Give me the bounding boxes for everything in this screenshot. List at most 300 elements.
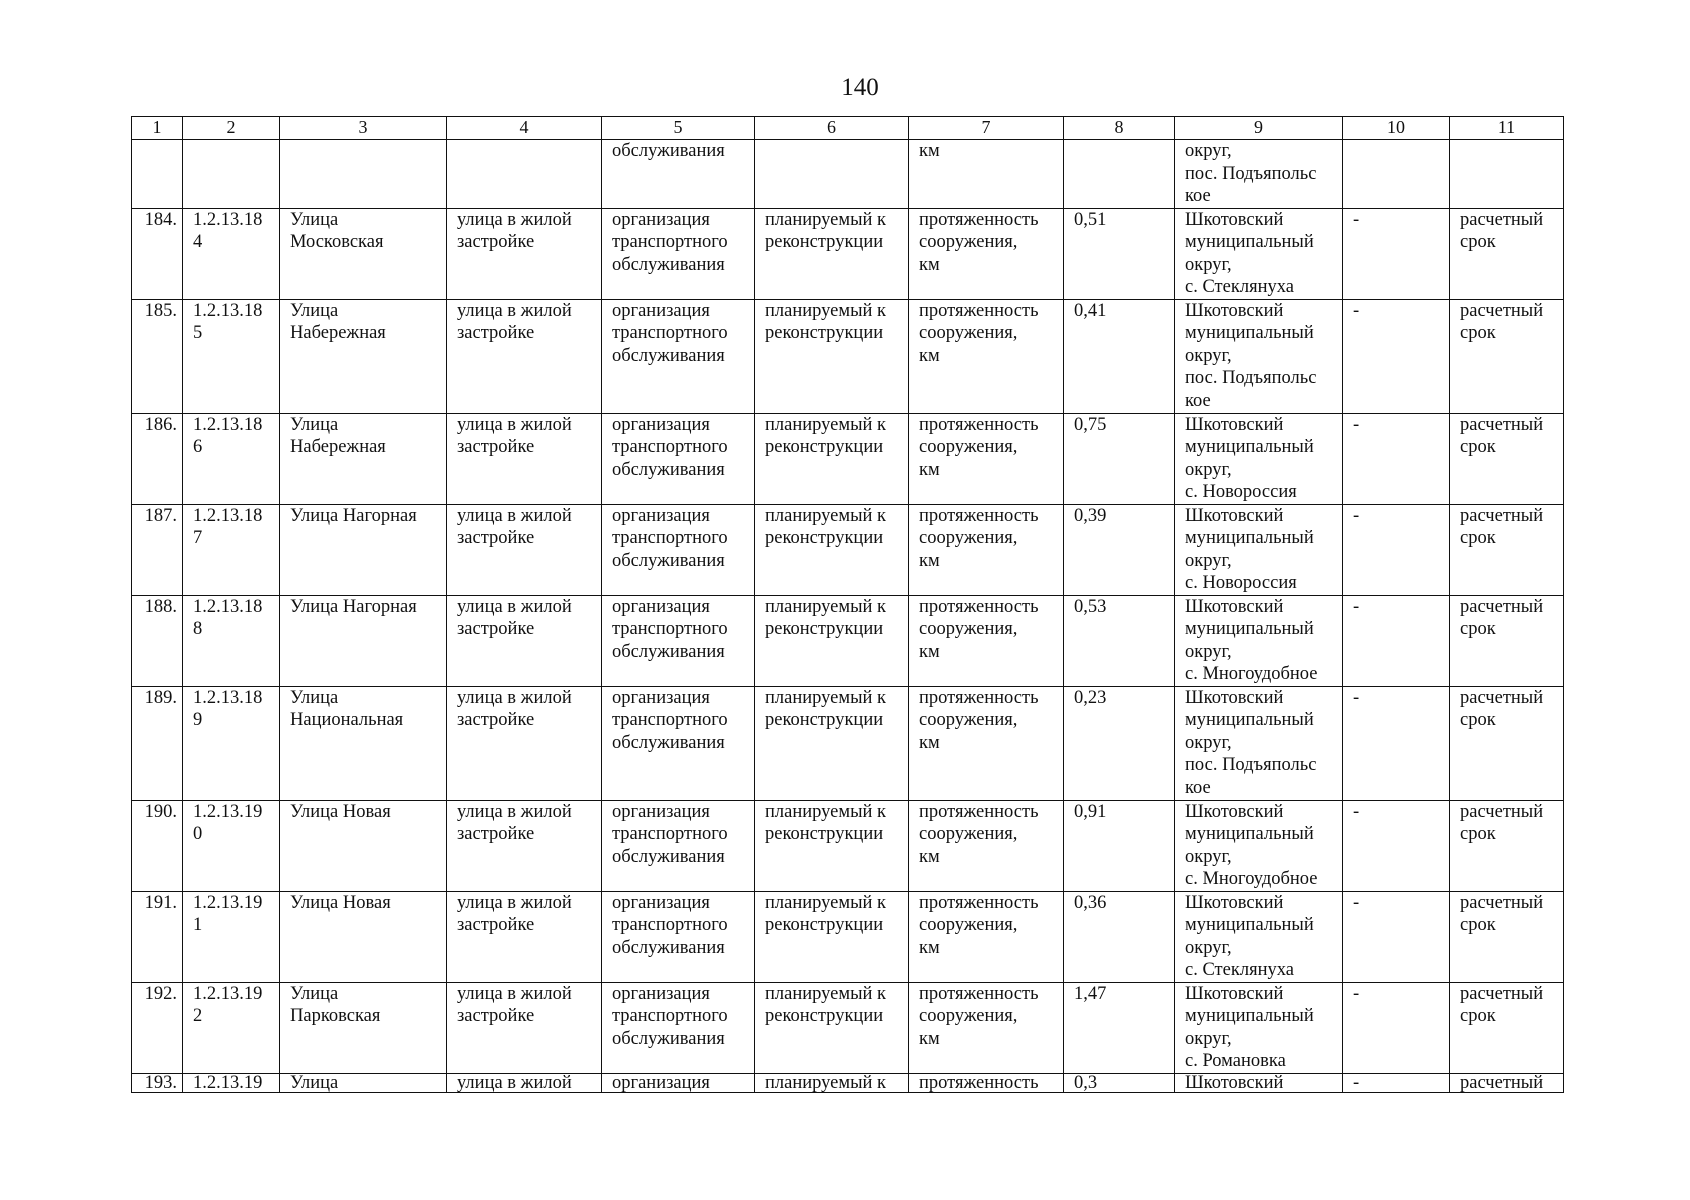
cell-line: обслуживания (612, 846, 725, 867)
cell-line: улица в жилой (457, 801, 572, 822)
cell-line: Набережная (290, 323, 386, 343)
cell-line: протяженность (919, 505, 1039, 526)
cell-line: организация (612, 801, 710, 822)
cell-line: муниципальный (1185, 323, 1314, 343)
cell-term (1450, 982, 1564, 1073)
cell-num: 190. (132, 800, 183, 891)
cell-line: обслуживания (612, 459, 725, 480)
cell-value: 0,91 (1064, 800, 1175, 891)
cell-line: муниципальный (1185, 528, 1314, 548)
cell-zone: - (1343, 800, 1450, 891)
cell-location (1175, 504, 1343, 595)
cell-line: км (919, 459, 940, 480)
cell-characteristic (909, 595, 1064, 686)
cell-line: улица в жилой (457, 687, 572, 708)
cell-line: округ, (1185, 550, 1232, 571)
cell-line: расчетный (1460, 209, 1544, 230)
cell-line: Шкотовский (1185, 687, 1284, 708)
cell-line: протяженность (919, 209, 1039, 230)
cell-characteristic (909, 413, 1064, 504)
cell-line: транспортного (612, 1006, 728, 1026)
cell-line: срок (1460, 710, 1496, 730)
cell-line: планируемый к (765, 892, 887, 913)
continuation-row (132, 140, 1564, 209)
cell-name (280, 686, 447, 800)
cell-characteristic (909, 299, 1064, 413)
cell-line: км (919, 846, 940, 867)
cell-line: округ, (1185, 1028, 1232, 1049)
cell-line: застройке (457, 710, 535, 730)
cell-line: 1.2.13.19 (193, 801, 263, 822)
cell-location (1175, 686, 1343, 800)
cell-line: 9 (193, 710, 203, 730)
cell-code (183, 800, 280, 891)
cell-line: сооружения, (919, 824, 1018, 844)
cell-line: муниципальный (1185, 437, 1314, 457)
cell-zone: - (1343, 1073, 1450, 1092)
cell-line: пос. Подъяпольс (1185, 755, 1317, 775)
cell-line: Шкотовский (1185, 300, 1284, 321)
cell-num: 184. (132, 208, 183, 299)
cell-type (447, 686, 602, 800)
cell-line: км (919, 345, 940, 366)
column-header-11: 11 (1450, 117, 1564, 140)
cell-line: Парковская (290, 1006, 381, 1026)
cell-value: 0,23 (1064, 686, 1175, 800)
cell-line: реконструкции (765, 710, 884, 730)
cell-line: застройке (457, 824, 535, 844)
cell-location (1175, 208, 1343, 299)
cell-line: округ, (1185, 937, 1232, 958)
cell-characteristic (909, 208, 1064, 299)
cell-line: транспортного (612, 619, 728, 639)
cell-location (1175, 982, 1343, 1073)
cell-type (447, 800, 602, 891)
cell-line: расчетный (1460, 300, 1544, 321)
cell-line: Улица (290, 209, 339, 230)
cell-term (1450, 504, 1564, 595)
cell-num: 188. (132, 595, 183, 686)
column-header-6: 6 (755, 117, 909, 140)
cell-line: 8 (193, 619, 203, 639)
cell-line: км (919, 254, 940, 275)
cell-location: Шкотовский (1175, 1073, 1343, 1092)
cell-line: с. Многоудобное (1185, 869, 1318, 889)
cell-line: улица в жилой (457, 892, 572, 913)
cell-line: кое (1185, 390, 1211, 411)
cell-location (1175, 299, 1343, 413)
table-row (132, 800, 1564, 891)
cell-purpose (602, 800, 755, 891)
cell-line: протяженность (919, 687, 1039, 708)
cell-line: обслуживания (612, 254, 725, 275)
cell-type (447, 299, 602, 413)
cell-code: 1.2.13.19 (183, 1073, 280, 1092)
cell-line: транспортного (612, 915, 728, 935)
cell-line: обслуживания (612, 345, 725, 366)
cell-name (280, 208, 447, 299)
cell-line: расчетный (1460, 687, 1544, 708)
cell-line: Улица Нагорная (290, 596, 417, 617)
cell-code (183, 140, 280, 209)
cell-line: муниципальный (1185, 710, 1314, 730)
cell-value: 0,53 (1064, 595, 1175, 686)
cell-line: с. Новороссия (1185, 573, 1297, 593)
cell-line: Шкотовский (1185, 505, 1284, 526)
cell-status (755, 595, 909, 686)
cell-line: срок (1460, 1006, 1496, 1026)
cell-line: сооружения, (919, 232, 1018, 252)
cell-value: 0,41 (1064, 299, 1175, 413)
cell-line: кое (1185, 777, 1211, 798)
cell-characteristic: протяженность (909, 1073, 1064, 1092)
cell-type (447, 595, 602, 686)
cell-line: муниципальный (1185, 915, 1314, 935)
cell-line: с. Романовка (1185, 1051, 1286, 1071)
cell-status (755, 686, 909, 800)
cell-line: км (919, 641, 940, 662)
cell-line: 7 (193, 528, 203, 548)
cell-num (132, 140, 183, 209)
cell-line: сооружения, (919, 915, 1018, 935)
cell-purpose (602, 504, 755, 595)
cell-zone: - (1343, 504, 1450, 595)
cell-line: Шкотовский (1185, 983, 1284, 1004)
cell-line: обслуживания (612, 732, 725, 753)
cell-line: реконструкции (765, 619, 884, 639)
column-header-7: 7 (909, 117, 1064, 140)
column-header-3: 3 (280, 117, 447, 140)
cell-line: протяженность (919, 892, 1039, 913)
cell-type: улица в жилой (447, 1073, 602, 1092)
cell-term (1450, 413, 1564, 504)
cell-line: улица в жилой (457, 505, 572, 526)
cell-line: с. Новороссия (1185, 482, 1297, 502)
cell-line: протяженность (919, 414, 1039, 435)
cell-line: Национальная (290, 710, 404, 730)
cell-code (183, 208, 280, 299)
cell-line: реконструкции (765, 232, 884, 252)
cell-line: 1.2.13.18 (193, 687, 263, 708)
cell-characteristic (909, 140, 1064, 209)
table-row (132, 504, 1564, 595)
cell-name (280, 800, 447, 891)
cell-line: округ, (1185, 141, 1232, 161)
cell-code (183, 686, 280, 800)
cell-purpose (602, 413, 755, 504)
cell-type (447, 891, 602, 982)
cell-line: км (919, 732, 940, 753)
column-header-1: 1 (132, 117, 183, 140)
infrastructure-table (131, 116, 1564, 1093)
cell-purpose (602, 891, 755, 982)
cell-term (1450, 595, 1564, 686)
cell-status (755, 208, 909, 299)
cell-line: сооружения, (919, 323, 1018, 343)
table-row (132, 208, 1564, 299)
cell-line: транспортного (612, 710, 728, 730)
cell-line: Улица Нагорная (290, 505, 417, 526)
cell-location (1175, 800, 1343, 891)
table-row (132, 299, 1564, 413)
cell-line: округ, (1185, 345, 1232, 366)
cell-line: организация (612, 596, 710, 617)
cell-line: 5 (193, 323, 203, 343)
cell-line: сооружения, (919, 1006, 1018, 1026)
cell-line: округ, (1185, 459, 1232, 480)
cell-num: 186. (132, 413, 183, 504)
column-header-2: 2 (183, 117, 280, 140)
cell-purpose (602, 140, 755, 209)
cell-line: застройке (457, 915, 535, 935)
cell-type (447, 413, 602, 504)
cell-line: планируемый к (765, 505, 887, 526)
cell-status (755, 982, 909, 1073)
column-number-header-row (132, 117, 1564, 140)
cell-line: расчетный (1460, 801, 1544, 822)
cell-line: муниципальный (1185, 232, 1314, 252)
cell-line: организация (612, 300, 710, 321)
table-row (132, 891, 1564, 982)
cell-purpose (602, 299, 755, 413)
cell-line: Улица (290, 300, 339, 321)
cell-line: планируемый к (765, 801, 887, 822)
cell-line: протяженность (919, 983, 1039, 1004)
cell-line: Шкотовский (1185, 414, 1284, 435)
cell-line: округ, (1185, 732, 1232, 753)
cell-term (1450, 891, 1564, 982)
cell-type (447, 982, 602, 1073)
cell-zone: - (1343, 891, 1450, 982)
cell-line: реконструкции (765, 323, 884, 343)
cell-location (1175, 595, 1343, 686)
cell-line: срок (1460, 824, 1496, 844)
cell-purpose (602, 982, 755, 1073)
cell-name (280, 982, 447, 1073)
cell-line: планируемый к (765, 687, 887, 708)
table-row-last (132, 1073, 1564, 1092)
cell-line: обслуживания (612, 1028, 725, 1049)
cell-status (755, 413, 909, 504)
cell-value: 0,36 (1064, 891, 1175, 982)
cell-characteristic (909, 686, 1064, 800)
cell-line: 2 (193, 1006, 203, 1026)
column-header-8: 8 (1064, 117, 1175, 140)
cell-purpose (602, 595, 755, 686)
cell-term (1450, 686, 1564, 800)
cell-line: с. Стеклянуха (1185, 277, 1294, 297)
cell-line: пос. Подъяпольс (1185, 368, 1317, 388)
cell-line: улица в жилой (457, 596, 572, 617)
cell-line: расчетный (1460, 892, 1544, 913)
cell-code (183, 504, 280, 595)
cell-name (280, 140, 447, 209)
cell-term (1450, 800, 1564, 891)
cell-line: 1.2.13.18 (193, 414, 263, 435)
cell-line: срок (1460, 232, 1496, 252)
cell-line: км (919, 550, 940, 571)
cell-line: 1.2.13.19 (193, 892, 263, 913)
cell-line: транспортного (612, 323, 728, 343)
cell-line: 0 (193, 824, 203, 844)
cell-line: расчетный (1460, 983, 1544, 1004)
cell-zone: - (1343, 299, 1450, 413)
cell-term (1450, 140, 1564, 209)
cell-line: расчетный (1460, 596, 1544, 617)
cell-type (447, 504, 602, 595)
cell-line: расчетный (1460, 414, 1544, 435)
cell-line: Улица Новая (290, 892, 391, 913)
cell-line: срок (1460, 528, 1496, 548)
cell-name (280, 504, 447, 595)
cell-zone: - (1343, 595, 1450, 686)
cell-code (183, 413, 280, 504)
cell-status (755, 891, 909, 982)
cell-line: км (919, 141, 940, 161)
cell-value: 1,47 (1064, 982, 1175, 1073)
cell-code (183, 299, 280, 413)
table-row (132, 595, 1564, 686)
cell-zone: - (1343, 413, 1450, 504)
cell-characteristic (909, 800, 1064, 891)
cell-line: округ, (1185, 254, 1232, 275)
cell-location (1175, 413, 1343, 504)
cell-code (183, 982, 280, 1073)
cell-code (183, 595, 280, 686)
cell-line: сооружения, (919, 619, 1018, 639)
cell-line: улица в жилой (457, 300, 572, 321)
cell-line: 1.2.13.18 (193, 596, 263, 617)
cell-line: улица в жилой (457, 983, 572, 1004)
cell-characteristic (909, 982, 1064, 1073)
cell-zone (1343, 140, 1450, 209)
cell-line: Улица (290, 414, 339, 435)
column-header-4: 4 (447, 117, 602, 140)
column-header-5: 5 (602, 117, 755, 140)
cell-line: протяженность (919, 300, 1039, 321)
cell-num: 189. (132, 686, 183, 800)
cell-line: обслуживания (612, 141, 725, 161)
cell-type (447, 140, 602, 209)
cell-line: реконструкции (765, 824, 884, 844)
cell-line: округ, (1185, 846, 1232, 867)
cell-line: организация (612, 505, 710, 526)
cell-purpose (602, 686, 755, 800)
column-header-9: 9 (1175, 117, 1343, 140)
cell-line: Московская (290, 232, 384, 252)
cell-line: Улица Новая (290, 801, 391, 822)
cell-name (280, 595, 447, 686)
cell-characteristic (909, 504, 1064, 595)
cell-line: улица в жилой (457, 209, 572, 230)
cell-line: 6 (193, 437, 203, 457)
cell-name (280, 299, 447, 413)
cell-line: 1.2.13.19 (193, 983, 263, 1004)
cell-zone: - (1343, 982, 1450, 1073)
cell-term (1450, 299, 1564, 413)
cell-line: транспортного (612, 824, 728, 844)
table-row (132, 413, 1564, 504)
cell-line: организация (612, 983, 710, 1004)
cell-purpose: организация (602, 1073, 755, 1092)
cell-line: протяженность (919, 596, 1039, 617)
cell-line: организация (612, 687, 710, 708)
cell-line: обслуживания (612, 937, 725, 958)
cell-status (755, 504, 909, 595)
cell-num: 192. (132, 982, 183, 1073)
cell-line: застройке (457, 528, 535, 548)
cell-line: улица в жилой (457, 414, 572, 435)
cell-line: Улица (290, 687, 339, 708)
cell-line: 4 (193, 232, 203, 252)
cell-line: сооружения, (919, 528, 1018, 548)
cell-line: протяженность (919, 801, 1039, 822)
cell-term (1450, 208, 1564, 299)
cell-line: срок (1460, 915, 1496, 935)
cell-line: обслуживания (612, 641, 725, 662)
cell-line: расчетный (1460, 505, 1544, 526)
cell-line: 1.2.13.18 (193, 300, 263, 321)
cell-line: км (919, 1028, 940, 1049)
cell-line: организация (612, 209, 710, 230)
cell-line: пос. Подъяпольс (1185, 163, 1317, 184)
cell-characteristic (909, 891, 1064, 982)
cell-zone: - (1343, 208, 1450, 299)
cell-name (280, 891, 447, 982)
cell-line: 1.2.13.18 (193, 505, 263, 526)
cell-name: Улица (280, 1073, 447, 1092)
cell-status (755, 800, 909, 891)
cell-line: застройке (457, 232, 535, 252)
cell-value: 0,3 (1064, 1073, 1175, 1092)
cell-value: 0,75 (1064, 413, 1175, 504)
cell-line: транспортного (612, 437, 728, 457)
cell-line: планируемый к (765, 983, 887, 1004)
cell-line: срок (1460, 619, 1496, 639)
page-number: 140 (841, 74, 879, 101)
cell-name (280, 413, 447, 504)
cell-num: 185. (132, 299, 183, 413)
cell-value: 0,51 (1064, 208, 1175, 299)
cell-line: транспортного (612, 528, 728, 548)
cell-line: Набережная (290, 437, 386, 457)
cell-line: с. Стеклянуха (1185, 960, 1294, 980)
cell-line: округ, (1185, 641, 1232, 662)
cell-line: реконструкции (765, 1006, 884, 1026)
cell-line: сооружения, (919, 710, 1018, 730)
cell-line: организация (612, 414, 710, 435)
cell-line: 1.2.13.18 (193, 209, 263, 230)
cell-line: срок (1460, 323, 1496, 343)
cell-line: застройке (457, 323, 535, 343)
cell-purpose (602, 208, 755, 299)
cell-line: муниципальный (1185, 619, 1314, 639)
cell-line: кое (1185, 186, 1211, 206)
cell-location (1175, 140, 1343, 209)
cell-location (1175, 891, 1343, 982)
cell-line: Шкотовский (1185, 596, 1284, 617)
cell-line: застройке (457, 1006, 535, 1026)
cell-line: км (919, 937, 940, 958)
cell-line: сооружения, (919, 437, 1018, 457)
cell-value (1064, 140, 1175, 209)
cell-line: Улица (290, 983, 339, 1004)
cell-status (755, 140, 909, 209)
cell-line: застройке (457, 437, 535, 457)
cell-status: планируемый к (755, 1073, 909, 1092)
table-row (132, 982, 1564, 1073)
cell-line: Шкотовский (1185, 801, 1284, 822)
